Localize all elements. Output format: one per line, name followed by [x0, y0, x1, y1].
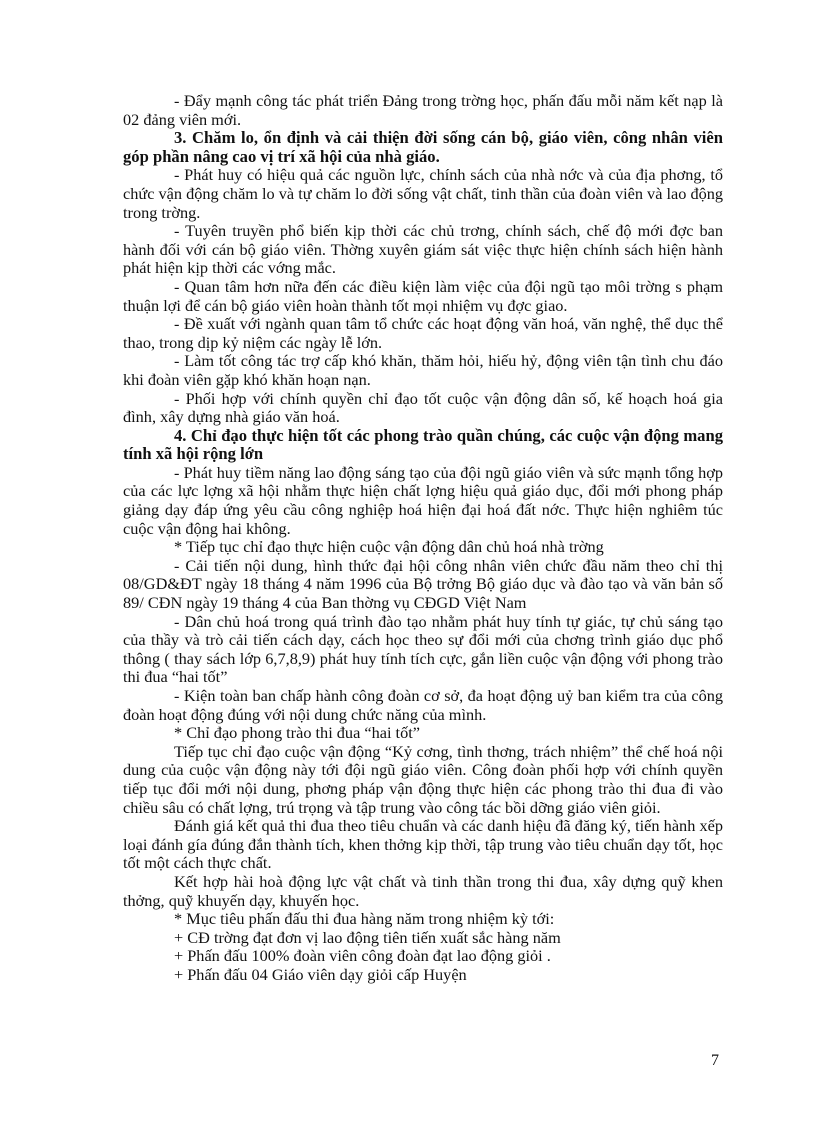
paragraph: * Chỉ đạo phong trào thi đua “hai tốt” — [174, 723, 420, 743]
paragraph: - Tuyên truyền phổ biến kịp thời các chủ trơng, chính sách, chế độ mới đợc ban hành đối với cán bộ giáo viên. Thờng xuyên giám sát việc thực hiện chính sách hiện hành phát hiện kịp thời các vớng mắc. — [123, 221, 723, 278]
paragraph: - Phát huy có hiệu quả các nguồn lực, chính sách của nhà nớc và của địa phơng, tổ chức vận động chăm lo và tự chăm lo đời sống vật chất, tinh thần của đoàn viên và lao động trong trờng. — [123, 165, 724, 222]
page-number: 7 — [711, 1052, 719, 1069]
paragraph: - Quan tâm hơn nữa đến các điều kiện làm việc của đội ngũ tạo môi trờng s phạm thuận lợi để cán bộ giáo viên hoàn thành tốt mọi nhiệm vụ đợc giao. — [123, 276, 723, 315]
paragraph: - Phát huy tiềm năng lao động sáng tạo của đội ngũ giáo viên và sức mạnh tổng hợp của các lực lợng xã hội nhằm thực hiện chất lợng hiệu quả giáo dục, đổi mới phong pháp giảng dạy đáp ứng yêu cầu công nghiệp hoá hiện đại hoá đất nớc. Thực hiện nghiêm túc cuộc vận động hai không. — [123, 462, 723, 538]
paragraph: - Cải tiến nội dung, hình thức đại hội công nhân viên chức đầu năm theo chỉ thị 08/GD&ĐT ngày 18 tháng 4 năm 1996 của Bộ trởng Bộ giáo dục và đào tạo và văn bản số 89/ CĐN ngày 19 tháng 4 của Ban thờng vụ CĐGD Việt Nam — [123, 555, 723, 613]
paragraph: - Kiện toàn ban chấp hành công đoàn cơ sở, đa hoạt động uỷ ban kiểm tra của công đoàn hoạt động đúng với nội dung chức năng của mình. — [123, 686, 723, 724]
paragraph: Kết hợp hài hoà động lực vật chất và tinh thần trong thi đua, xây dựng quỹ khen thởng, quỹ khuyến dạy, khuyến học. — [123, 871, 723, 910]
paragraph: - Làm tốt công tác trợ cấp khó khăn, thăm hỏi, hiếu hỷ, động viên tận tình chu đáo khi đoàn viên gặp khó khăn hoạn nạn. — [123, 351, 723, 389]
list-item: + CĐ trờng đạt đơn vị lao động tiên tiến xuất sắc hàng năm — [174, 927, 561, 947]
paragraph: Đánh giá kết quả thi đua theo tiêu chuẩn và các danh hiệu đã đăng ký, tiến hành xếp loại đánh gía đúng đắn thành tích, khen thởng kịp thời, tập trung vào tiêu chuẩn dạy tốt, học tốt một cách thực chất. — [123, 816, 723, 873]
list-item: + Phấn đấu 100% đoàn viên công đoàn đạt lao động giỏi . — [174, 946, 551, 966]
paragraph: - Đề xuất với ngành quan tâm tổ chức các hoạt động văn hoá, văn nghệ, thể dục thể thao, trong dịp kỷ niệm các ngày lễ lớn. — [123, 314, 723, 352]
paragraph: - Dân chủ hoá trong quá trình đào tạo nhằm phát huy tính tự giác, tự chủ sáng tạo của thầy và trò cải tiến cách dạy, cách học theo sự đổi mới của chơng trình giáo dục phổ thông ( thay sách lớp 6,7,8,9) phát huy tính tích cực, gắn liền cuộc vận động với phong trào thi đua “hai tốt” — [123, 611, 723, 687]
paragraph: Tiếp tục chỉ đạo cuộc vận động “Kỷ cơng, tình thơng, trách nhiệm” thể chế hoá nội dung của cuộc vận động này tới đội ngũ giáo viên. Công đoàn phối hợp với chính quyền tiếp tục đổi mới nội dung, phơng pháp vận động thực hiện các phong trào thi đua đi vào chiều sâu có chất lợng, trú trọng và tập trung vào công tác bồi dỡng giáo viên giỏi. — [123, 741, 723, 817]
paragraph: - Đẩy mạnh công tác phát triển Đảng trong trờng học, phấn đấu mỗi năm kết nạp là 02 đảng viên mới. — [123, 91, 723, 129]
list-item: + Phấn đấu 04 Giáo viên dạy giỏi cấp Huyện — [174, 964, 467, 984]
paragraph: * Mục tiêu phấn đấu thi đua hàng năm trong nhiệm kỳ tới: — [174, 909, 555, 929]
section-heading-4: 4. Chỉ đạo thực hiện tốt các phong trào quần chúng, các cuộc vận động mang tính xã hội rộng lớn — [123, 425, 723, 464]
document-body — [123, 92, 723, 985]
paragraph: - Phối hợp với chính quyền chỉ đạo tốt cuộc vận động dân số, kế hoạch hoá gia đình, xây dựng nhà giáo văn hoá. — [123, 388, 723, 427]
paragraph: * Tiếp tục chỉ đạo thực hiện cuộc vận động dân chủ hoá nhà trờng — [174, 537, 604, 557]
section-heading-3: 3. Chăm lo, ổn định và cải thiện đời sống cán bộ, giáo viên, công nhân viên góp phần nâng cao vị trí xã hội của nhà giáo. — [123, 128, 723, 166]
